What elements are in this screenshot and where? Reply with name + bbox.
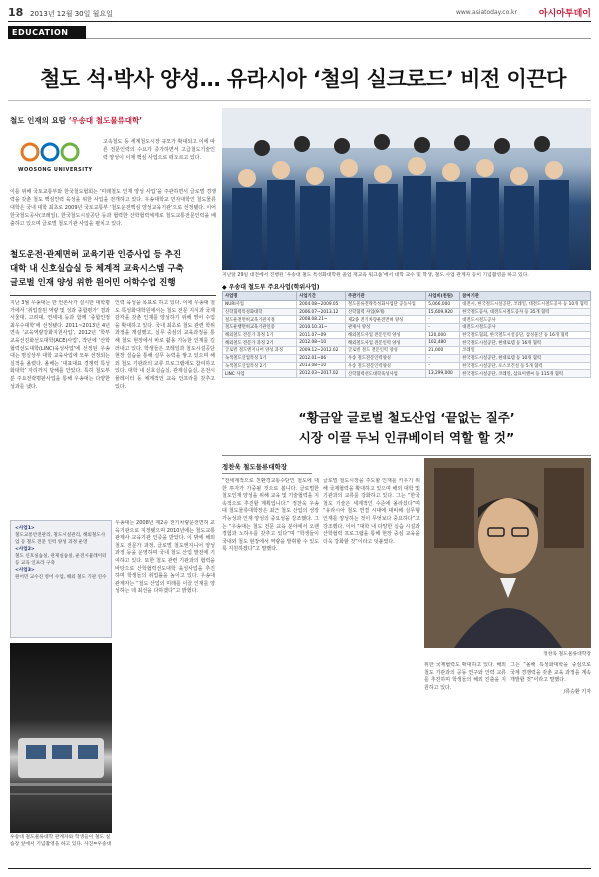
table-cell: 2010.10.31~ bbox=[297, 324, 346, 332]
header-divider bbox=[8, 21, 591, 22]
table-cell: 15,609,920 bbox=[426, 308, 460, 316]
table-row bbox=[223, 370, 591, 378]
interviewee-name: 정찬욱 철도물류대학장 bbox=[222, 463, 288, 471]
body-column-2: 인력 육성을 목표로 하고 있다. 이에 우송대 철도 특성화대학원에서는 철도 전문 지식과 국제 감각을 갖춘 인재를 양성하기 위해 영어 수업을 확대하고 있다. 국내 최초로 철도 관련 학위 과정을 개설했고, 실무 중심의 교육과정을 통해 철도 현장에서 바로 활용 가능한 인재를 길러내고 있다. 학생들은 코레일과 철도시설공단 현장 실습을 통해 실무 능력을 쌓고 있으며 해외 철도 기관과의 교류 프로그램에도 참여하고 있다. 대학 내 신호실습실, 관제실습실, 운전시뮬레이터 등 체계적인 교육 인프라를 갖추고 있다. bbox=[115, 300, 215, 390]
headline-divider bbox=[8, 100, 591, 101]
table-cell: 녹색철도산업특성 2기 bbox=[223, 362, 297, 370]
table-row bbox=[223, 324, 591, 332]
portrait-caption: 정찬욱 철도물류대학장 bbox=[543, 652, 591, 657]
deck-headlines bbox=[10, 248, 216, 290]
site-url[interactable]: www.asiatoday.co.kr bbox=[455, 9, 517, 16]
table-cell: 철도물류전략특성화사업단 공동사업 bbox=[346, 301, 426, 309]
table-cell: 5,066,000 bbox=[426, 301, 460, 309]
table-cell: 해외철도사업 전문인력 양성 bbox=[346, 339, 426, 347]
interview-column-2: 글로벌 철도시장을 주도할 인재를 키우기 위해 국제협력을 확대하고 있으며 해외 대학 및 기관과의 교류를 강화하고 있다. 그는 “한국 철도 기술은 세계적인 수준에 올라섰다”며 “유라시아 철도 연결 시대에 대비해 실무형 인재를 양성하는 것이 무엇보다 중요하다”고 강조했다. 이어 “대학 내 다양한 실습 시설과 산학협력 프로그램을 통해 현장 중심 교육을 더욱 강화할 것”이라고 덧붙였다. bbox=[323, 478, 420, 545]
table-cell: 해외철도사업 전문인력 양성 bbox=[346, 331, 426, 339]
page-number: 18 bbox=[8, 6, 24, 19]
lead-paragraph-2: 이를 위해 국토교통부와 한국철도협회는 ‘미래철도 인재 양성 사업’을 주관하면서 글로벌 경쟁력을 갖춘 철도 핵심인력 육성을 위한 사업을 전개하고 있다. 우송대학교 민자대학인 철도물류대학은 국내 대학 최초로 2009년 국토교통부 ‘철도운전핵심 양성교육기관’으로 선정됐다. 이어 한국철도공사(코레일), 한국철도시설공단 등과 협력한 산학협력체계로 철도교통전문인력을 배출하고 있으며 글로벌 철도기관 사업을 펼치고 있다. bbox=[10, 189, 216, 227]
table-row bbox=[223, 339, 591, 347]
table-row bbox=[223, 301, 591, 309]
table-cell: - bbox=[426, 354, 460, 362]
table-cell: 2009.12~2012.02 bbox=[297, 347, 346, 355]
quote-divider bbox=[222, 455, 591, 456]
table-cell: 2006.07~2013.12 bbox=[297, 308, 346, 316]
table-header: 사업명 bbox=[223, 292, 297, 301]
body-column-1: 지난 3월 우송대는 한 언론사가 실시한 대학평가에서 ‘취업잘된 역량 및 성과 종합평가’ 결과 서울대, 고려대, 연세대 등과 함께 ‘종합인정 최우수대학’에 선정됐다. 2011~2013년 4년 연속 ‘교육역량강화지원사업’, 2012년 ‘학부교육선진화선도대학(ACE)사업’, 작년에 ‘산학협력선도대학(LINC)육성사업’에 선정된 우송대는 명실상부 대학 교육사업에 모두 선정되는 실적을 올렸다. 올해는 ‘대표대표 경쟁력 특성화대학’ 자리까지 당해를 안았다. 특히 철도부분 주요전략평판사업을 통해 우송대는 다양한 성과를 냈다. bbox=[10, 300, 110, 390]
portrait-photo bbox=[424, 458, 591, 648]
table-cell: 한국철도협회, 한국철도시설공단, 삼성물산 등 16개 협력 bbox=[460, 331, 591, 339]
table-cell: 산학협력 사업(9개) bbox=[346, 308, 426, 316]
table-cell: 2012.08~10 bbox=[297, 339, 346, 347]
headline: 철도 석·박사 양성… 유라시아 ‘철의 실크로드’ 비전 이끈다 bbox=[40, 67, 566, 91]
interview-column-1: “전세계적으로 친환경교통수단인 철도에 대한 투자가 가중될 것으로 봅니다. 글로벌한 철도인재 양성을 위해 교육 및 기술협력을 지속적으로 추진할 계획입니다.” 정찬욱 우송대 철도물류대학장은 최근 철도 산업의 성장 가능성과 인재 양성의 중요성을 강조했다. 그는 “우송대는 철도 전문 교육 분야에서 오랜 경험과 노하우를 갖추고 있다”며 “학생들이 국내외 철도 현장에서 역량을 발휘할 수 있도록 지원하겠다”고 말했다. bbox=[222, 478, 319, 553]
table-row bbox=[223, 316, 591, 324]
table-cell: 우송 철도전문인력양성 bbox=[346, 354, 426, 362]
table-title: ◆ 우송대 철도부 주요사업(학위사업) bbox=[222, 284, 320, 291]
table-header-row bbox=[223, 292, 591, 301]
table-cell: 한국철도시설공단, 포스코건설 등 5개 협력 bbox=[460, 362, 591, 370]
table-cell: 우송 철도전문인력양성 bbox=[346, 362, 426, 370]
table-header: 참여기관 bbox=[460, 292, 591, 301]
table-cell: 코레일 bbox=[460, 347, 591, 355]
train-photo-caption: 우송대 철도물류대학 관계자와 학생들이 철도 실습장 앞에서 기념촬영을 하고 있다. 사진=우송대 bbox=[10, 835, 112, 847]
section-divider bbox=[86, 38, 591, 39]
group-photo-caption: 지난달 29일 대전에서 진행된 ‘우송대 철도 특성화대학원 졸업 재교육 워크숍’에서 대학 교수 및 학생, 철도 사업 관계자 등이 기념촬영을 하고 있다. bbox=[222, 273, 529, 278]
interviewee-divider bbox=[222, 473, 312, 474]
story-subtitle bbox=[10, 115, 142, 126]
body-column-4: 우송대는 2008년 제2종 전기차량운전면허 교육기관으로 지정됐으며 2010년에는 철도교통관제사 교육기관 인증을 받았다. 이 밖에 해외철도 전문가 과정, 글로벌 철도엔지니어 양성 과정 등을 운영하며 국내 철도 산업 발전에 기여하고 있다. 또한 철도 관련 기관과의 협력을 바탕으로 산학협력선도대학 육성사업을 추진하며 학생들의 취업률을 높이고 있다. 우송대 관계자는 “철도 산업의 미래를 이끌 인재를 양성하는 데 최선을 다하겠다”고 밝혔다. bbox=[115, 520, 215, 595]
interview-column-4 bbox=[510, 662, 591, 848]
table-cell: 글로벌 철도엔지니어 양성 과정 bbox=[223, 347, 297, 355]
subtitle-name: ‘우송대 철도물류대학’ bbox=[68, 116, 143, 125]
lead-paragraph-1: 고속철도 등 세계철도시장 규모가 확대되고 이에 따른 전문인력의 수요가 증가하면서 고급철도기술인력 양성이 이제 핵심 사업으로 떠오르고 있다. bbox=[103, 139, 215, 161]
table-row bbox=[223, 331, 591, 339]
page-date: 2013년 12월 30일 월요일 bbox=[30, 10, 113, 18]
table-row bbox=[223, 362, 591, 370]
sidebox-text-1: 철도교통안전관리, 철도시설관리, 해외철도사업 등 철도 전문 인력 양성 과정 운영 bbox=[15, 533, 106, 545]
table-cell: 글로벌 철도 전문인력 양성 bbox=[346, 347, 426, 355]
table-cell: 2013.08~10 bbox=[297, 362, 346, 370]
school-logo-text: WOOSONG UNIVERSITY bbox=[18, 167, 93, 173]
table-cell: 대전시, 한국철도시설공단, 코레일, 대전도시철도공사 등 10개 협력 bbox=[460, 301, 591, 309]
sidebox-text-3: 원어민 교수진 영어 수업, 해외 철도 기관 연수 bbox=[15, 575, 107, 580]
table-cell: 102,480 bbox=[426, 339, 460, 347]
table-cell: NURI사업 bbox=[223, 301, 297, 309]
table-cell: 한국철도공사, 대전도시철도공사 등 35개 협력 bbox=[460, 308, 591, 316]
page-header bbox=[8, 6, 591, 20]
table-header: 사업비(천원) bbox=[426, 292, 460, 301]
table-cell: LINC 사업 bbox=[223, 370, 297, 378]
deck-line-1: 철도운전·관제면허 교육기관 인증사업 등 추진 bbox=[10, 250, 182, 260]
sidebox-heading-1: <사업1> bbox=[15, 526, 35, 531]
portrait-image bbox=[424, 458, 591, 648]
school-logo bbox=[14, 138, 94, 180]
pull-quote bbox=[222, 408, 591, 448]
table-cell: 2004.08~2009.05 bbox=[297, 301, 346, 309]
deck-line-3: 글로벌 인재 양성 위한 원어민 어학수업 진행 bbox=[10, 278, 176, 288]
table-row bbox=[223, 354, 591, 362]
table-row bbox=[223, 308, 591, 316]
table-header: 주관기관 bbox=[346, 292, 426, 301]
interview-byline: /류승환 기자 bbox=[563, 688, 591, 695]
table-cell: 대전도시철도공사 bbox=[460, 316, 591, 324]
table-cell: 신학협력특성화대학 bbox=[223, 308, 297, 316]
table-cell: 13,299,000 bbox=[426, 370, 460, 378]
programs-table bbox=[222, 291, 591, 378]
table-cell: 철도운전면허교육기관지정 bbox=[223, 316, 297, 324]
table-cell: 해외철도 전문가 과정 1기 bbox=[223, 331, 297, 339]
table-cell: 제2종 전기차량운전면허 양성 bbox=[346, 316, 426, 324]
table-cell: 2011.07~09 bbox=[297, 331, 346, 339]
sidebox-heading-2: <사업2> bbox=[15, 547, 35, 552]
table-cell: 녹색철도산업특성 1기 bbox=[223, 354, 297, 362]
table-cell: 해외철도 전문가 과정 2기 bbox=[223, 339, 297, 347]
newspaper-logo: 아시아투데이 bbox=[538, 9, 591, 19]
deck-divider bbox=[10, 295, 216, 296]
sidebox-text-2: 철도 신호실습실, 관제실습실, 운전시뮬레이터 등 교육 인프라 구축 bbox=[15, 554, 107, 566]
table-header: 사업기간 bbox=[297, 292, 346, 301]
train-photo-image bbox=[10, 643, 112, 833]
group-photo bbox=[222, 108, 591, 270]
table-cell: - bbox=[426, 316, 460, 324]
table-cell: 2012.03~2017.02 bbox=[297, 370, 346, 378]
sidebox-heading-3: <사업3> bbox=[15, 568, 35, 573]
table-cell: 21,000 bbox=[426, 347, 460, 355]
pull-quote-line-1: “황금알 글로벌 철도산업 ‘끝없는 질주’ bbox=[298, 410, 515, 425]
table-cell: 한국철도시설공단, 코레일, 삼표이앤씨 등 115개 협력 bbox=[460, 370, 591, 378]
table-cell: - bbox=[426, 362, 460, 370]
table-cell: 2008.08.21~ bbox=[297, 316, 346, 324]
interview-column-4-text: 그는 “올해 특성화대학을 중심으로 국제 경쟁력을 갖춘 교육 과정을 계속 개발할 것”이라고 말했다. bbox=[510, 662, 591, 684]
table-cell: - bbox=[426, 324, 460, 332]
table-cell: 120,000 bbox=[426, 331, 460, 339]
table-cell: 2012.01~06 bbox=[297, 354, 346, 362]
table-cell: 산학협력선도대학육성사업 bbox=[346, 370, 426, 378]
footer-divider bbox=[8, 868, 591, 869]
table-cell: 대전도시철도공사 bbox=[460, 324, 591, 332]
woosong-logo-icon bbox=[20, 140, 86, 164]
pull-quote-line-2: 시장 이끌 두뇌 인큐베이터 역할 할 것” bbox=[298, 430, 515, 445]
interview-column-3: 위한 국제협력도 확대하고 있다. 해외 철도 기관과의 공동 연구와 인력 교류를 추진하며 학생들의 해외 진출을 지원하고 있다. bbox=[424, 662, 506, 691]
deck-line-2: 대학 내 신호실습실 등 체계적 교육시스템 구축 bbox=[10, 264, 184, 274]
section-label: EDUCATION bbox=[8, 26, 86, 39]
subtitle-prefix: 철도 인재의 요람 bbox=[10, 116, 66, 125]
table-row bbox=[223, 347, 591, 355]
program-sidebox bbox=[10, 520, 112, 638]
group-photo-image bbox=[222, 108, 591, 270]
table-cell: 철도운행면허교육기관인증 bbox=[223, 324, 297, 332]
table-cell: 관제사 양성 bbox=[346, 324, 426, 332]
train-photo bbox=[10, 643, 112, 833]
table-cell: 한국철도시설공단, 현대로템 등 10개 협력 bbox=[460, 354, 591, 362]
table-cell: 한국철도시설공단, 현대로템 등 16개 협력 bbox=[460, 339, 591, 347]
